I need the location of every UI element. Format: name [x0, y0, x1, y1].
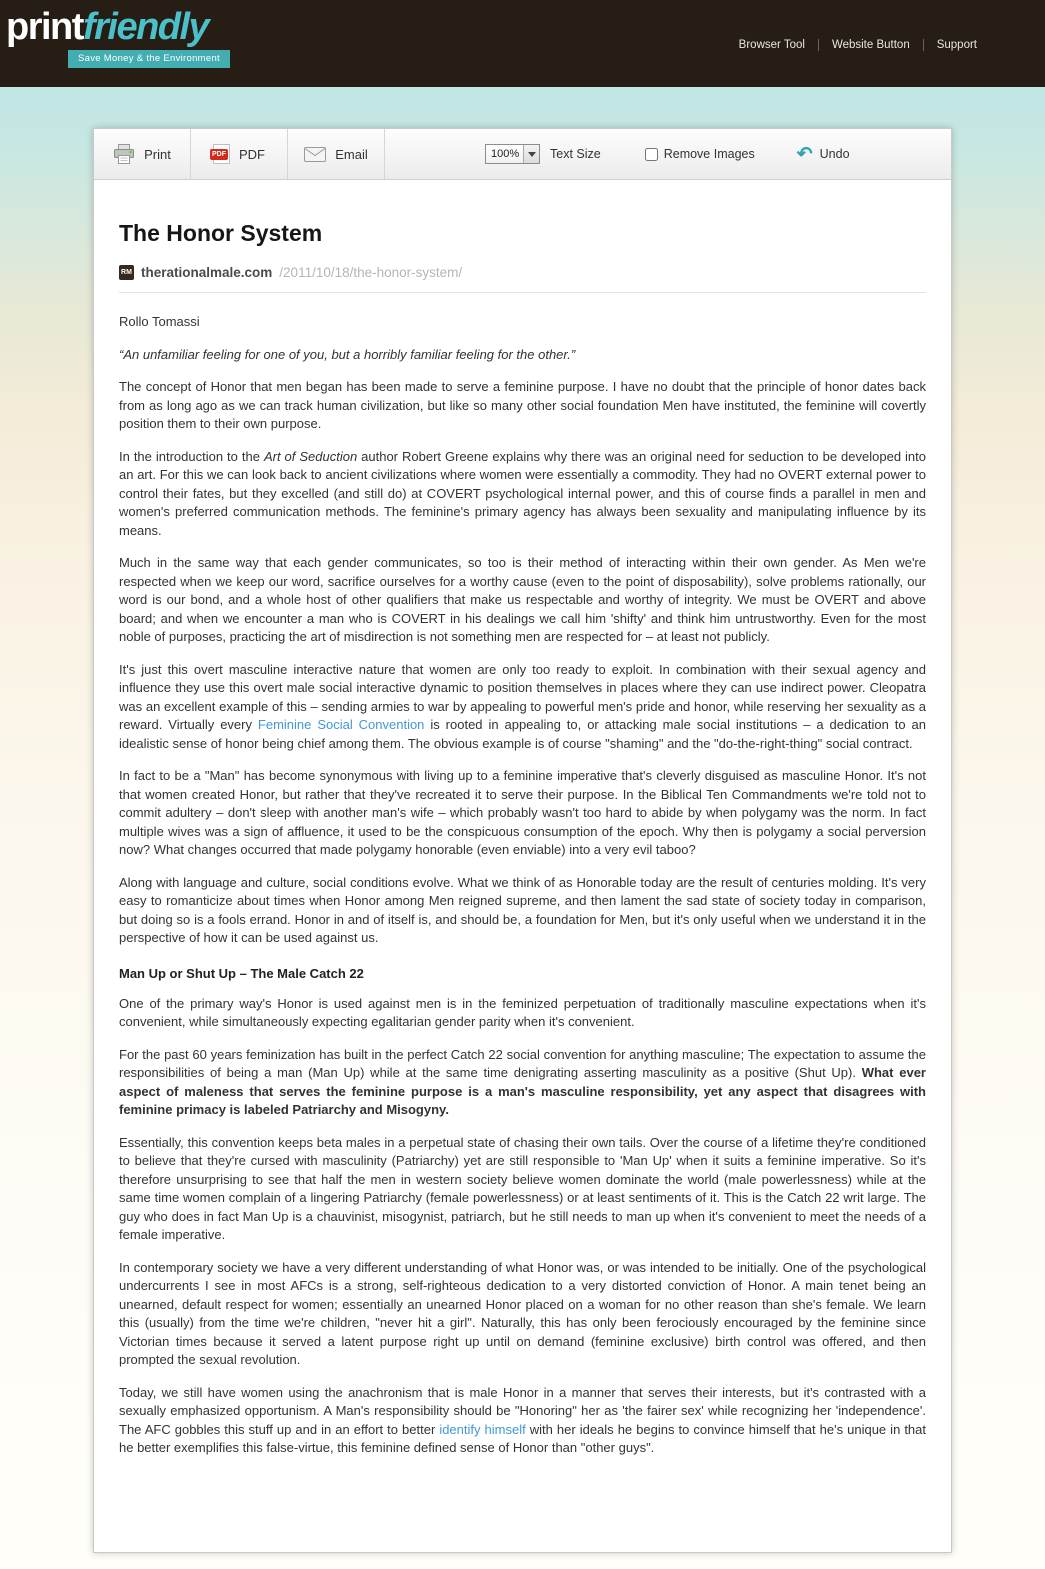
logo-wordmark: [6, 7, 230, 49]
paragraph: [119, 995, 926, 1032]
nav-website-button[interactable]: Website Button: [818, 39, 923, 51]
site-header: [0, 0, 1045, 87]
text-run: Today, we still have women using the anachronism that is male Honor in a manner that serves their interests, but it's contrasted with a sexually emphasized opportunism. A Man's responsibility should be "Honoring" her as 'the fairer sex' while recognizing her 'independence'. The AFC gobbles this stuff up and in an effort to better: [119, 1384, 926, 1437]
email-button-label: Email: [335, 146, 368, 162]
pdf-badge: PDF: [212, 151, 226, 158]
paragraph: [119, 554, 926, 647]
paragraph: [119, 346, 926, 365]
text-size-label: Text Size: [550, 147, 601, 161]
text-size-select[interactable]: [485, 144, 540, 164]
text-run: with her ideals he begins to convince himself that he's unique in that he better exemplifies this false-virtue, this feminine defined sense of Honor than "other guys".: [119, 1421, 927, 1455]
undo-button[interactable]: [797, 145, 850, 164]
bold-text: What ever aspect of maleness that serves the feminine purpose is a man's masculine responsibility, yet any aspect that disagrees with feminine primacy is labeled Patriarchy and Misogyny.: [119, 1065, 926, 1117]
remove-images-group: [645, 147, 755, 161]
text-run: In the introduction to the: [119, 448, 264, 464]
paragraph: [119, 313, 926, 332]
paragraph: [119, 874, 926, 948]
toolbar-controls: [485, 129, 850, 179]
text-run: It's just this overt masculine interactive nature that women are only too ready to exploit. In combination with their sexual agency and influence they use this overt male social interactive dynamic to position themselves in places where they can use indirect power. Cleopatra was an excellent example of this – sending armies to war by appealing to powerful men's pride and honor, while reserving her sexuality as a reward. Virtually every: [119, 661, 926, 732]
email-button[interactable]: [288, 129, 385, 179]
paragraph: [119, 1134, 926, 1245]
source-domain: therationalmale.com: [141, 265, 273, 280]
paragraph: [119, 1046, 926, 1120]
undo-label: Undo: [819, 147, 850, 161]
article: [94, 180, 951, 1552]
chevron-down-icon: [523, 145, 539, 163]
paragraph: [119, 448, 926, 541]
italic-text: Art of Seduction: [263, 448, 358, 464]
pdf-button[interactable]: [191, 129, 288, 179]
paragraph: [119, 1384, 926, 1458]
paragraph: [119, 1259, 926, 1370]
pdf-icon: [213, 144, 230, 164]
text-size-group: [485, 144, 601, 164]
article-title: The Honor System: [119, 220, 323, 246]
pdf-button-label: PDF: [239, 146, 265, 162]
text-run: Essentially, this convention keeps beta males in a perpetual state of chasing their own tails. Over the course of a lifetime they're conditioned to believe that they're cursed with masculinity (Patriarchy) yet are still responsible to 'Man Up' when it suits a feminine imperative. So it's therefore unsurprising to see that half the men in western society believe women dominate the world (male powerlessness) while at the same time women complain of a lingering Patriarchy (female powerlessness) or at least sentiments of it. This is the Catch 22 writ large. The guy who does in fact Man Up is a chauvinist, misogynist, patriarch, but he still needs to man up when it's convenient to meet the needs of a female imperative.: [119, 1134, 926, 1242]
page-background: [0, 128, 1045, 1569]
site-favicon: RM: [119, 265, 134, 280]
toolbar: [94, 129, 951, 180]
text-run: Rollo Tomassi: [119, 314, 200, 329]
section-heading: [119, 966, 926, 981]
remove-images-label[interactable]: Remove Images: [663, 147, 755, 161]
text-run: For the past 60 years feminization has built in the perfect Catch 22 social convention for anything masculine; The expectation to assume the responsibilities of being a man (Man Up) while at the same time denigrating asserting masculinity as a positive (Shut Up).: [119, 1046, 926, 1080]
text-run: The concept of Honor that men began has been made to serve a feminine purpose. I have no doubt that the principle of honor dates back from as long ago as we can track human civilization, but like so many other social foundation Men have instituted, the feminine will covertly position them to their own purpose.: [119, 379, 926, 431]
text-size-value: 100%: [491, 148, 520, 160]
text-run: In fact to be a "Man" has become synonymous with living up to a feminine imperative that's cleverly disguised as masculine Honor. It's not that women created Honor, but rather that they've recreated it to serve their purpose. In the Biblical Ten Commandments we're told not to commit adultery – don't sleep with another man's wife – which probably wasn't too hard to abide by when polygamy was the norm. In fact multiple wives was a sign of affluence, it used to be the conspicuous consumption of the epoch. Why then is polygamy a social perversion now? What changes occurred that made polygamy honorable (even enviable) into a very evil taboo?: [119, 768, 926, 857]
inline-link[interactable]: identify himself: [439, 1421, 526, 1437]
text-run: is rooted in appealing to, or attacking male social institutions – a dedication to an idealistic sense of honor being chief among them. The obvious example is of course "shaming" and the "do-the-right-thing" social contract.: [119, 717, 926, 751]
paragraph: [119, 378, 926, 434]
print-button[interactable]: [94, 129, 191, 179]
article-body: [119, 313, 926, 1458]
remove-images-checkbox[interactable]: [645, 148, 658, 161]
text-run: Along with language and culture, social conditions evolve. What we think of as Honorable today are the result of centuries molding. It's very easy to romanticize about times when Honor among Men reigned supreme, and then lament the sad state of society today in comparison, but doing so is a fools errand. Honor in and of itself is, and should be, a foundation for Men, but it's only useful when we understand it in the perspective of how it can be used against us.: [119, 874, 926, 945]
nav-browser-tool[interactable]: Browser Tool: [738, 39, 805, 51]
source-row: [119, 265, 926, 293]
logo-tagline: Save Money & the Environment: [68, 50, 230, 68]
nav-support[interactable]: Support: [923, 39, 990, 51]
print-preview-card: [93, 128, 952, 1553]
text-run: author Robert Greene explains why there was an original need for seduction to be developed into an art. For this we can look back to ancient civilizations where women were essentially a commodity. They had no OVERT external power to control their fates, but they excelled (and still do) at COVERT psychological internal power, and this of course finds a parallel in men and women's preferred communication methods. The feminine's primary agency has always been sexuality and manipulating influence by its means.: [119, 448, 926, 538]
text-run: Much in the same way that each gender communicates, so too is their method of interacting within their own gender. As Men we're respected when we keep our word, sacrifice ourselves for a worthy cause (even to the point of disposability), solve problems rationally, our word is our bond, and a whole host of other qualifiers that make us respectable and worthy of integrity. We must be OVERT and above board; and when we encounter a man who is COVERT in his dealings we call him 'shifty' and think him untrustworthy. Even for the most noble of purposes, practicing the art of misdirection is not something men are respected for – at least not publicly.: [119, 555, 926, 644]
undo-icon: ↶: [796, 143, 813, 165]
logo-friendly: friendly: [82, 6, 209, 48]
printer-icon: [113, 144, 135, 164]
text-run: In contemporary society we have a very different understanding of what Honor was, or was intended to be initially. One of the psychological undercurrents I see in most AFCs is a strong, self-righteous dedication to a very distorted conviction of Honor. A main tenet being an unearned, default respect for women; essentially an unearned Honor placed on a woman for no other reason than she's female. We learn this (usually) from the time we're children, "never hit a girl". Naturally, this has only been ferociously encouraged by the feminine since Victorian times because it served a latent purpose right up until on demand (feminine exclusive) birth control was offered, and then prompted the sexual revolution.: [119, 1259, 926, 1367]
italic-text: “An unfamiliar feeling for one of you, but a horribly familiar feeling for the other.”: [119, 346, 576, 362]
paragraph: [119, 767, 926, 860]
source-path: /2011/10/18/the-honor-system/: [279, 265, 463, 280]
printfriendly-logo[interactable]: [6, 7, 230, 68]
header-nav: [726, 39, 990, 51]
paragraph: [119, 661, 926, 754]
text-run: One of the primary way's Honor is used against men is in the feminized perpetuation of traditionally masculine expectations when it's convenient, while simultaneously expecting egalitarian gender parity when it's convenient.: [119, 995, 926, 1029]
inline-link[interactable]: Feminine Social Convention: [257, 717, 425, 732]
print-button-label: Print: [144, 146, 171, 162]
logo-print: print: [6, 6, 83, 48]
email-icon: [304, 147, 326, 162]
text-run: Man Up or Shut Up – The Male Catch 22: [119, 965, 364, 981]
